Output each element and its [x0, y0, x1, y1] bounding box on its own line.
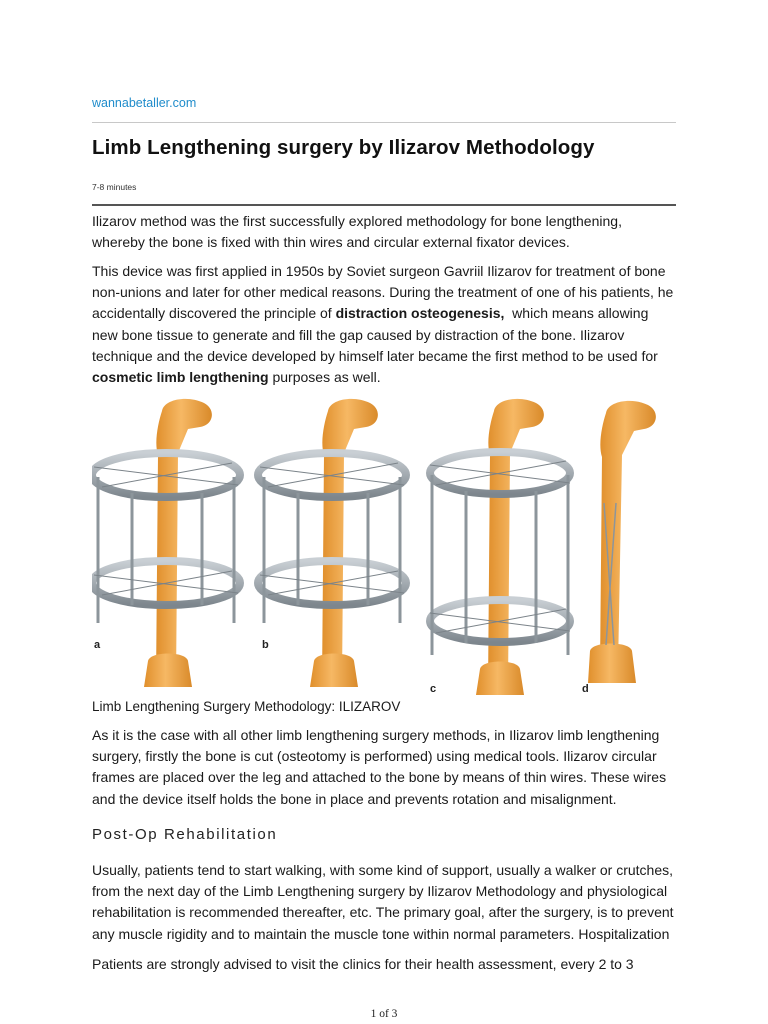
fixator-a [92, 399, 240, 687]
bold-term-distraction: distraction osteogenesis, [335, 305, 505, 322]
header-divider [92, 122, 676, 123]
section-heading-rehab: Post-Op Rehabilitation [92, 826, 278, 843]
paragraph-procedure: As it is the case with all other limb lengthening surgery methods, in Ilizarov limb lengthening surgery, firstly the bone is cut (osteotomy is performed) using medical tools. Ilizarov circular frames are placed over the leg and attached to the bone by means of thin wires. These wires and the device itself holds the bone in place and prevents rotation and misalignment. [92, 727, 667, 807]
source-link[interactable]: wannabetaller.com [92, 96, 197, 110]
figure-label-b: b [262, 639, 269, 651]
figure-label-a: a [94, 639, 101, 651]
ilizarov-figure [92, 393, 676, 701]
paragraph-history [92, 261, 676, 388]
bone-d [588, 401, 656, 683]
text-span: purposes as well. [268, 369, 381, 386]
paragraph-intro: Ilizarov method was the first successfully explored methodology for bone lengthening, whereby the bone is fixed with thin wires and circular external fixator devices. [92, 213, 622, 251]
text-span: This device was first applied in 1950s by Soviet surgeon Gavriil Ilizarov for treatment of bone non-unions and later for other medical reasons. During the treatment of one of his patients, he accidentally discovered the principle of [92, 263, 674, 322]
page-number: 1 of 3 [370, 1008, 398, 1020]
bold-term-cosmetic: cosmetic limb lengthening [92, 369, 269, 386]
paragraph-rehab: Usually, patients tend to start walking, with some kind of support, usually a walker or crutches, from the next day of the Limb Lengthening surgery by Ilizarov Methodology and physiological rehabilitation is recommended thereafter, etc. The primary goal, after the surgery, is to prevent any muscle rigidity and to maintain the muscle tone within normal parameters. Hospitalization [92, 862, 674, 942]
read-time: 7-8 minutes [92, 182, 137, 192]
ilizarov-illustration [92, 393, 676, 701]
figure-caption: Limb Lengthening Surgery Methodology: ILIZAROV [92, 699, 401, 714]
figure-label-d: d [582, 683, 589, 695]
fixator-b [258, 399, 406, 687]
text-span: which means allowing new bone tissue to generate and fill the gap caused by distraction of the bone. Ilizarov technique and the device developed by himself later became the first method to be used for [92, 305, 662, 364]
paragraph-followup: Patients are strongly advised to visit the clinics for their health assessment, every 2 to 3 [92, 956, 634, 972]
fixator-c [430, 399, 570, 695]
title-divider [92, 204, 676, 206]
article-title: Limb Lengthening surgery by Ilizarov Methodology [92, 136, 595, 159]
figure-label-c: c [430, 683, 437, 695]
